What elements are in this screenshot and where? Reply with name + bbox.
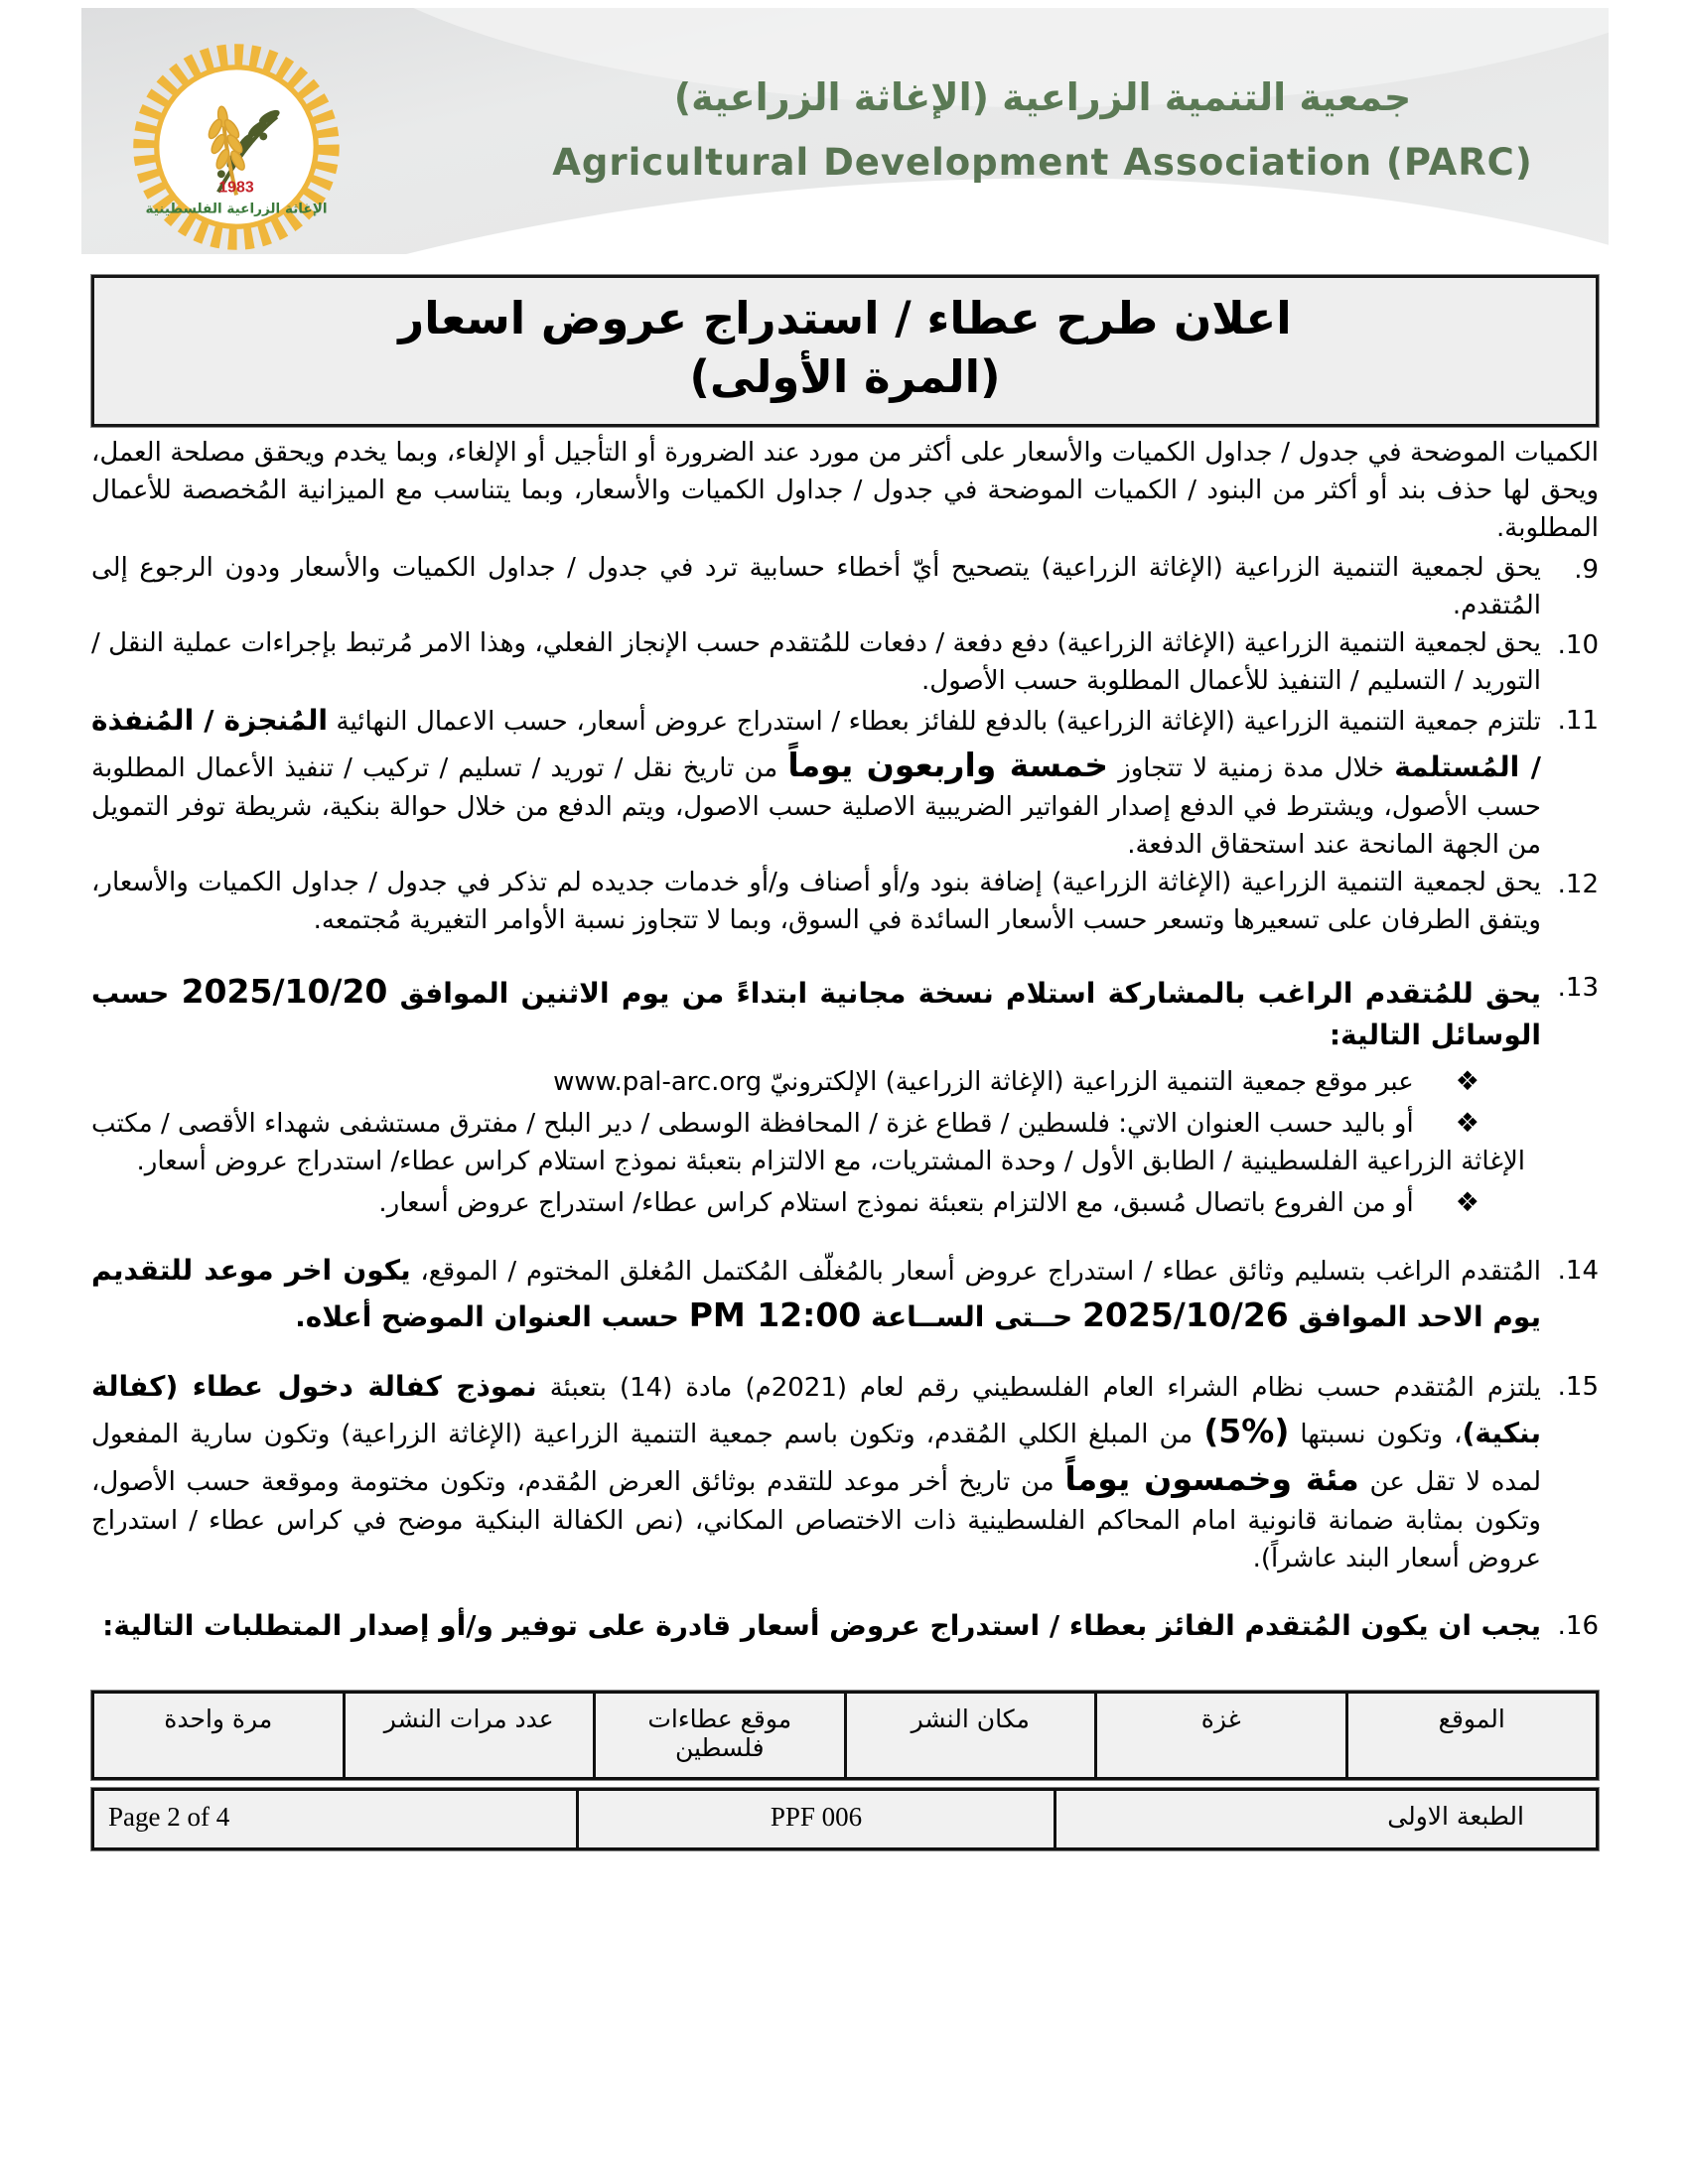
diamond-bullet-icon: ❖ xyxy=(1455,1065,1479,1097)
delivery-methods-list xyxy=(91,1062,1599,1223)
list-item-11 xyxy=(91,701,1599,865)
tender-title-line1: اعلان طرح عطاء / استدراج عروض اسعار xyxy=(398,292,1292,344)
text-segment: المُنجزة / المُنفذة / المُستلمة xyxy=(91,703,1541,783)
list-item-15 xyxy=(91,1367,1599,1578)
footer-info-row xyxy=(91,1691,1599,1780)
text-segment: خمسة واربعون يوماً xyxy=(787,745,1109,784)
list-item-16 xyxy=(91,1606,1599,1647)
list-item-10 xyxy=(91,625,1599,701)
text-segment: 12:00 PM xyxy=(688,1295,862,1334)
text-segment: يكون اخر موعد للتقديم يوم الاحد الموافق xyxy=(91,1253,1541,1333)
footer-cell: موقع عطاءات فلسطين xyxy=(593,1694,844,1777)
text-segment: من تاريخ نقل / توريد / تسليم / تركيب / تنفيذ الأعمال المطلوبة حسب الأصول، ويشترط في الدفع إصدار الفواتير الضريبية الاصلية حسب الاصول، ويتم الدفع من خلال حوالة بنكية، شريطة توفر التمويل من الجهة المانحة عند استحقاق الدفعة. xyxy=(91,752,1541,860)
footer-cell: عدد مرات النشر xyxy=(343,1694,594,1777)
text-segment: من تاريخ أخر موعد للتقدم بوثائق العرض المُقدم، وتكون مختومة وموقعة حسب الأصول، وتكون بمثابة ضمانة قانونية امام المحاكم الفلسطينية ذات الاختصاص المكاني، (نص الكفالة البنكية موضح في كراس عطاء / استدراج عروض أسعار البند عاشراً). xyxy=(91,1466,1541,1573)
text-segment: يحق لجمعية التنمية الزراعية (الإغاثة الزراعية) دفع دفعة / دفعات للمُتقدم حسب الإنجاز الفعلي، وهذا الامر مُرتبط بإجراءات عملية النقل / التوريد / التسليم / التنفيذ للأعمال المطلوبة حسب الأصول. xyxy=(91,627,1541,696)
item-number: 15. xyxy=(1557,1371,1599,1402)
diamond-bullet-icon: ❖ xyxy=(1455,1107,1479,1139)
list-item-13 xyxy=(91,968,1599,1056)
text-segment: ، وتكون نسبتها xyxy=(1289,1419,1463,1449)
footer-edition: الطبعة الاولى xyxy=(1054,1791,1596,1847)
text-segment: أو باليد حسب العنوان الاتي: فلسطين / قطاع غزة / المحافظة الوسطى / دير البلح / مفترق مستشفى شهداء الأقصى / مكتب الإغاثة الزراعية الفلسطينية / الطابق الأول / وحدة المشتريات، مع الالتزام بتعبئة نموذج استلام كراس عطاء/ استدراج عروض أسعار. xyxy=(91,1108,1525,1176)
intro-paragraph: الكميات الموضحة في جدول / جداول الكميات والأسعار على أكثر من مورد عند الضرورة أو التأجيل أو الإلغاء، وبما يخدم ويحقق مصلحة العمل، ويحق لها حذف بند أو أكثر من البنود / الكميات الموضحة في جدول / جداول الكميات والأسعار، وبما يتناسب مع الميزانية المُخصصة للأعمال المطلوبة. xyxy=(91,438,1599,543)
footer-cell: مرة واحدة xyxy=(94,1694,343,1777)
tender-title-line2: (المرة الأولى) xyxy=(689,349,1001,403)
parc-logo-svg xyxy=(131,42,342,252)
tender-title-box xyxy=(91,275,1599,427)
document-content xyxy=(91,275,1599,1850)
footer-table xyxy=(91,1691,1599,1850)
text-segment: خلال مدة زمنية لا تتجاوز xyxy=(1108,752,1395,783)
logo-acronym xyxy=(131,42,147,49)
text-segment: يحق للمُتقدم الراغب بالمشاركة استلام نسخة مجانية ابتداءً من يوم الاثنين الموافق xyxy=(387,976,1541,1010)
list-item-12 xyxy=(91,865,1599,940)
footer-cell: الموقع xyxy=(1345,1694,1597,1777)
item-text xyxy=(91,1251,1541,1339)
list-item-14 xyxy=(91,1251,1599,1339)
text-segment: (%5) xyxy=(1203,1411,1290,1450)
text-segment: يحق لجمعية التنمية الزراعية (الإغاثة الزراعية) إضافة بنود و/أو أصناف و/أو خدمات جديده لم تذكر في جدول / جداول الكميات والأسعار، ويتفق الطرفان على تسعيرها وتسعر حسب الأسعار السائدة في السوق، وبما لا تتجاوز نسبة الأوامر التغيرية مُجتمعه. xyxy=(91,867,1541,935)
footer-page: Page 2 of 4 xyxy=(94,1791,576,1847)
item-text xyxy=(91,1606,1541,1647)
logo-year: 1983 xyxy=(218,179,254,197)
bullet-item xyxy=(91,1183,1599,1223)
bullet-item xyxy=(91,1104,1599,1181)
parc-logo-icon xyxy=(131,42,342,252)
logo-ring-text: الإغاثة الزراعية الفلسطينية xyxy=(145,201,328,217)
item-text xyxy=(91,550,1541,625)
text-segment: من المبلغ الكلي المُقدم، وتكون باسم جمعية التنمية الزراعية (الإغاثة الزراعية) وتكون سارية المفعول لمده لا تقل عن xyxy=(91,1419,1542,1497)
text-segment: 2025/10/26 xyxy=(1081,1295,1289,1334)
item-number: 14. xyxy=(1557,1255,1599,1286)
website-url: www.pal-arc.org xyxy=(553,1066,763,1097)
bullet-item xyxy=(91,1062,1599,1102)
footer-cell: مكان النشر xyxy=(844,1694,1095,1777)
org-names xyxy=(516,75,1569,184)
footer-code: PPF 006 xyxy=(576,1791,1055,1847)
item-number: 16. xyxy=(1557,1610,1599,1641)
diamond-bullet-icon: ❖ xyxy=(1455,1186,1479,1218)
text-segment: يلتزم المُتقدم حسب نظام الشراء العام الفلسطيني رقم لعام (2021م) مادة (14) بتعبئة xyxy=(536,1372,1541,1403)
item-text xyxy=(91,701,1541,865)
item-number: 9. xyxy=(1574,554,1599,585)
text-segment: عبر موقع جمعية التنمية الزراعية (الإغاثة الزراعية) الإلكترونيّ xyxy=(762,1066,1414,1097)
text-segment: يحق لجمعية التنمية الزراعية (الإغاثة الزراعية) يتصحيح أيّ أخطاء حسابية ترد في جدول / جداول الكميات والأسعار ودون الرجوع إلى المُتقدم. xyxy=(91,552,1541,620)
footer-cell: غزة xyxy=(1094,1694,1345,1777)
org-name-arabic: جمعية التنمية الزراعية (الإغاثة الزراعية) xyxy=(673,75,1412,119)
text-segment: نموذج كفالة دخول عطاء (كفالة بنكية) xyxy=(91,1369,1541,1449)
item-number: 11. xyxy=(1557,705,1599,736)
text-segment: حسب العنوان الموضح أعلاه. xyxy=(295,1299,689,1333)
text-segment: أو من الفروع باتصال مُسبق، مع الالتزام بتعبئة نموذج استلام كراس عطاء/ استدراج عروض أسعار. xyxy=(378,1187,1414,1218)
footer-bottom-row xyxy=(91,1788,1599,1850)
item-text xyxy=(91,865,1541,940)
text-segment: المُتقدم الراغب بتسليم وثائق عطاء / استدراج عروض أسعار بالمُغلّف المُكتمل المُغلق المختوم / الموقع، xyxy=(410,1256,1541,1287)
text-segment: حــتى الســاعة xyxy=(861,1299,1082,1333)
item-text xyxy=(91,1367,1541,1578)
org-name-english: Agricultural Development Association (PARC) xyxy=(552,141,1533,184)
text-segment: تلتزم جمعية التنمية الزراعية (الإغاثة الزراعية) بالدفع للفائز بعطاء / استدراج عروض أسعار، حسب الاعمال النهائية xyxy=(327,706,1541,737)
list-item-9 xyxy=(91,550,1599,625)
item-number: 12. xyxy=(1557,869,1599,899)
text-segment: مئة وخمسون يوماً xyxy=(1064,1458,1359,1498)
text-segment: حسب الوسائل التالية: xyxy=(91,976,1541,1051)
item-number: 13. xyxy=(1557,972,1599,1003)
item-number: 10. xyxy=(1557,629,1599,660)
text-segment: 2025/10/20 xyxy=(181,971,388,1011)
text-segment: يجب ان يكون المُتقدم الفائز بعطاء / استدراج عروض أسعار قادرة على توفير و/أو إصدار المتطلبات التالية: xyxy=(102,1608,1541,1642)
tender-list xyxy=(91,550,1599,1647)
item-text xyxy=(91,625,1541,701)
item-text xyxy=(91,968,1541,1056)
